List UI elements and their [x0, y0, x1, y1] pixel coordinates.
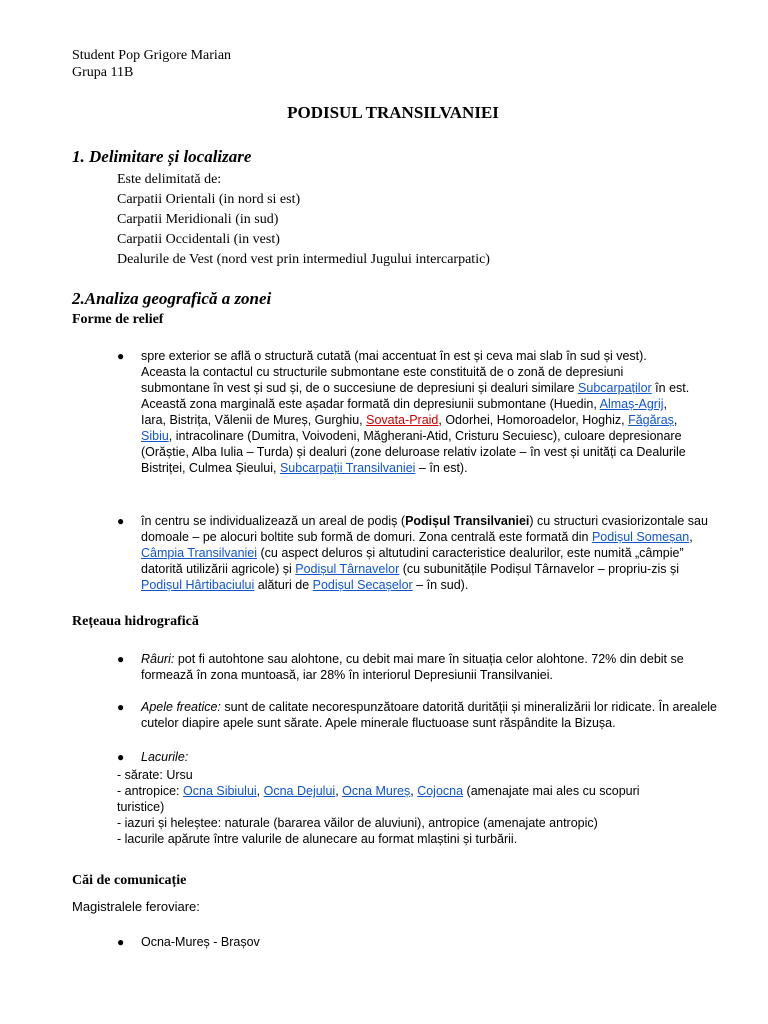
section2-heading: 2.Analiza geografică a zonei [72, 289, 272, 308]
relief-bullet-1: ● spre exterior se află o structură cutată (mai accentuat în est și ceva mai slab în sud și vest). Aceasta la contactul cu structurile submontane este constituită de o zonă de depresiuni submontane în vest și sud și, de o succesiune de depresiuni și dealuri similare Subcarpaților în est. Această zona marginală este așadar formată din depresiunii submontane (Huedin, Almaș-Agrij, Iara, Bistrița, Vălenii de Mureș, Gurghiu, Sovata-Praid, Odorhei, Homoroadelor, Hoghiz, Făgăraș, Sibiu, intracolinare (Dumitra, Voivodeni, Măgherani-Atid, Cristuru Secuiesc), culoare depresionare (Orăștie, Alba Iulia – Turda) și dealuri (zone deluroase relativ izolate – în vest și unități ca Dealurile Bistriței, Culmea Șieului, Subcarpații Transilvaniei – în est). [117, 349, 690, 475]
document-title: PODISUL TRANSILVANIEI [287, 103, 499, 122]
section1-line: Carpatii Orientali (in nord si est) [117, 192, 301, 207]
comm-item: ● Ocna-Mureș - Brașov [117, 935, 260, 949]
section1-list [117, 170, 490, 270]
hydro-bullet-rauri: ● Râuri: pot fi autohtone sau alohtone, cu debit mai mare în situația celor alohtone. 72% din debit se formează în zona muntoasă, iar 28% în interiorul Depresiunii Transilvaniei. [117, 652, 684, 682]
section1-line: Este delimitată de: [117, 172, 222, 187]
link-almas-agrij[interactable]: Almaș-Agrij [599, 397, 664, 411]
link-campia-transilvaniei[interactable]: Câmpia Transilvaniei [141, 546, 258, 560]
link-ocna-sibiului[interactable]: Ocna Sibiului [183, 784, 257, 798]
student-group: Grupa 11B [72, 65, 134, 80]
student-header [72, 47, 231, 81]
link-sovata-praid[interactable]: Sovata-Praid [366, 413, 439, 427]
lacuri-antropice: - antropice: Ocna Sibiului, Ocna Dejului, Ocna Mureș, Cojocna (amenajate mai ales cu scopuri turistice) [117, 784, 640, 814]
bullet-dot-icon: ● [117, 935, 125, 949]
comm-intro: Magistralele feroviare: [72, 899, 200, 914]
section1-line: Dealurile de Vest (nord vest prin intermediul Jugului intercarpatic) [117, 252, 490, 267]
lacuri-details [117, 767, 687, 847]
bullet-dot-icon: ● [117, 349, 125, 363]
hydro-heading: Rețeaua hidrografică [72, 614, 199, 629]
bullet-dot-icon: ● [117, 514, 125, 528]
link-podisul-hartibaciului[interactable]: Podișul Hârtibaciului [141, 578, 255, 592]
link-podisul-secaselor[interactable]: Podișul Secașelor [312, 578, 413, 592]
student-name: Student Pop Grigore Marian [72, 48, 232, 63]
section1-heading: 1. Delimitare și localizare [72, 147, 252, 166]
link-ocna-dejului[interactable]: Ocna Dejului [263, 784, 336, 798]
relief-heading: Forme de relief [72, 312, 164, 327]
link-cojocna[interactable]: Cojocna [417, 784, 464, 798]
bullet-dot-icon: ● [117, 700, 125, 714]
link-sibiu[interactable]: Sibiu [141, 429, 169, 443]
link-ocna-mures[interactable]: Ocna Mureș [342, 784, 411, 798]
section1-line: Carpatii Meridionali (in sud) [117, 212, 279, 227]
comm-heading: Căi de comunicație [72, 873, 187, 888]
link-subcarpatilor[interactable]: Subcarpaților [578, 381, 652, 395]
section1-line: Carpatii Occidentali (in vest) [117, 232, 280, 247]
lacuri-alunecare: - lacurile apărute între valurile de alunecare au format mlaștini și turbării. [117, 832, 518, 846]
link-fagaras[interactable]: Făgăraș [628, 413, 674, 427]
lacuri-iazuri: - iazuri și heleștee: naturale (bararea văilor de aluviuni), antropice (amenajate antropic) [117, 816, 598, 830]
relief-bullet-2: ● în centru se individualizează un areal de podiș (Podișul Transilvaniei) cu structuri cvasiorizontale sau domoale – pe alocuri boltite sub formă de domuri. Zona centrală este formată din Podișul Someșan, Câmpia Transilvaniei (cu aspect deluros și altutudini caracteristice dealurilor, este numită „câmpie” datorită utilizării agricole) și Podișul Târnavelor (cu subunitățile Podișul Târnavelor – propriu-zis și Podișul Hârtibaciului alături de Podișul Secașelor – în sud). [117, 514, 708, 592]
bullet-dot-icon: ● [117, 750, 125, 764]
link-podisul-tarnavelor[interactable]: Podișul Târnavelor [295, 562, 400, 576]
hydro-bullet-apele: ● Apele freatice: sunt de calitate necorespunzătoare datorită durității și mineralizării lor ridicate. În arealele cutelor diapire apele sunt sărate. Apele minerale fluctuoase sunt răspândite la Bizușa. [117, 700, 718, 730]
link-podisul-somesan[interactable]: Podișul Someșan [591, 530, 690, 544]
lacuri-sarate: - sărate: Ursu [117, 768, 193, 782]
link-subcarpatii-transilvaniei[interactable]: Subcarpații Transilvaniei [279, 461, 416, 475]
bullet-dot-icon: ● [117, 652, 125, 666]
hydro-bullet-lacurile: ● Lacurile: [117, 750, 189, 764]
